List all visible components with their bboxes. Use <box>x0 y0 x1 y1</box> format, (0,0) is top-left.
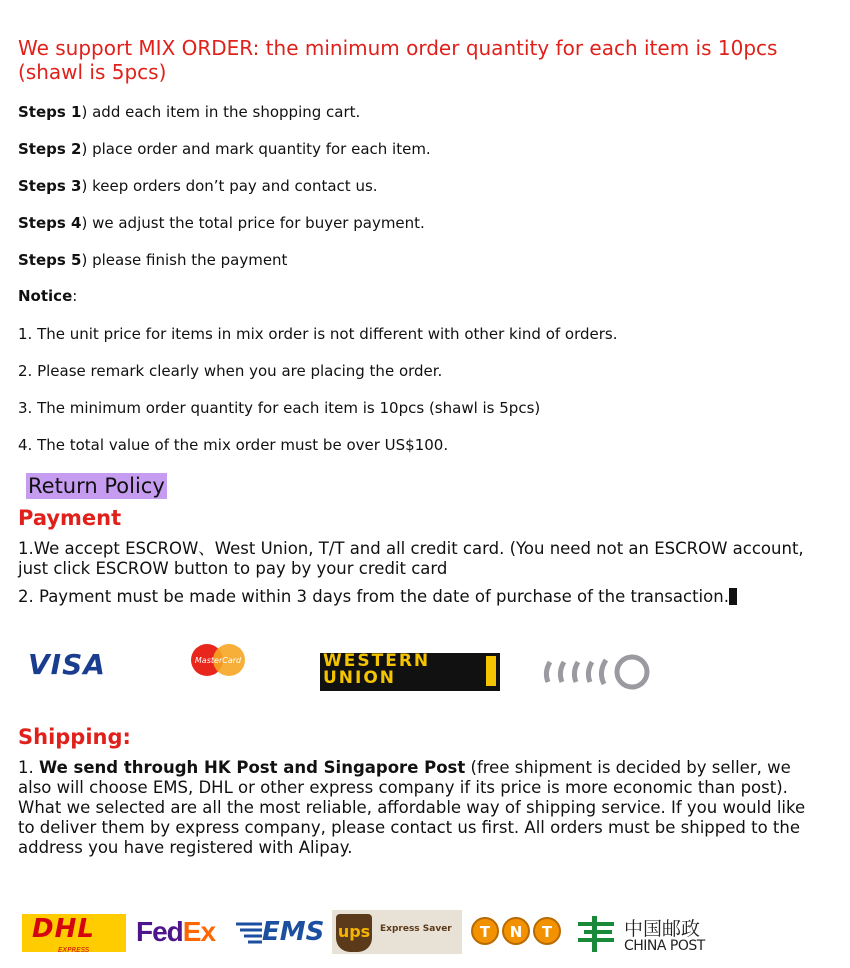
china-post-chinese: 中国邮政 <box>624 918 701 940</box>
notice-label: Notice <box>18 287 73 305</box>
step-2 <box>18 140 431 158</box>
notice-item: 3. The minimum order quantity for each item is 10pcs (shawl is 5pcs) <box>18 399 541 417</box>
tnt-letter-3: T <box>541 923 553 941</box>
shipping-rest: (free shipment is decided by seller, we also will choose EMS, DHL or other express company if its price is more economic than post). What we selected are all the most reliable, affordable way of shipping service. If you would like to deliver them by express company, please contact us first. All orders must be shipped to the address you have registered with Alipay. <box>18 758 806 857</box>
western-union-line-1: WESTERN <box>323 651 431 671</box>
china-post-logo <box>574 914 705 958</box>
notice-item: 2. Please remark clearly when you are placing the order. <box>18 362 443 380</box>
step-5 <box>18 251 287 269</box>
waves-icon <box>540 652 652 692</box>
payment-paragraph-1: 1.We accept ESCROW、West Union, T/T and all credit card. (You need not an ESCROW account, just click ESCROW button to pay by your credit card <box>18 539 804 578</box>
text-cursor <box>729 588 737 605</box>
dhl-sub: EXPRESS <box>58 946 90 954</box>
step-label: Steps 2 <box>18 140 82 158</box>
ups-logo <box>332 910 462 954</box>
shipping-paragraph <box>18 758 808 858</box>
step-label: Steps 3 <box>18 177 82 195</box>
step-text: ) place order and mark quantity for each item. <box>81 140 431 158</box>
step-label: Steps 5 <box>18 251 82 269</box>
carrier-logos <box>22 908 732 956</box>
step-text: ) we adjust the total price for buyer payment. <box>81 214 425 232</box>
shipping-bold: We send through HK Post and Singapore Post <box>39 758 466 777</box>
western-union-logo <box>320 653 500 691</box>
step-text: ) add each item in the shopping cart. <box>81 103 361 121</box>
step-3 <box>18 177 378 195</box>
payment-heading: Payment <box>18 506 122 530</box>
mix-order-headline: We support MIX ORDER: the minimum order quantity for each item is 10pcs (shawl is 5pcs) <box>18 36 778 84</box>
mastercard-text: MasterCard <box>194 656 242 665</box>
visa-logo: VISA <box>28 648 106 681</box>
payment-paragraph-2 <box>18 587 818 607</box>
tnt-letters <box>470 916 562 946</box>
tnt-letter-2: N <box>509 923 523 941</box>
shipping-heading: Shipping: <box>18 725 131 749</box>
notice-item: 4. The total value of the mix order must be over US$100. <box>18 436 449 454</box>
notice-heading <box>18 287 77 305</box>
step-1 <box>18 103 360 121</box>
step-label: Steps 4 <box>18 214 82 232</box>
dhl-text: DHL <box>32 914 95 944</box>
mastercard-circles-icon <box>185 642 251 678</box>
western-union-mark-icon <box>486 656 496 686</box>
china-post-emblem-icon <box>574 914 618 954</box>
step-label: Steps 1 <box>18 103 82 121</box>
notice-colon: : <box>72 287 78 305</box>
mastercard-logo <box>185 642 251 678</box>
western-union-line-2: UNION <box>323 668 397 688</box>
generic-card-logo <box>540 652 652 696</box>
step-text: ) please finish the payment <box>81 251 288 269</box>
fedex-ex: Ex <box>182 916 216 947</box>
fedex-fe: Fed <box>136 916 183 947</box>
ems-text: EMS <box>262 917 325 947</box>
ems-wing-icon <box>234 918 264 946</box>
ups-express-saver: Express Saver <box>380 924 452 934</box>
shipping-prefix: 1. <box>18 758 39 777</box>
ups-shield-icon: ups <box>336 914 372 952</box>
tnt-logo <box>470 916 562 946</box>
dhl-logo <box>22 914 126 952</box>
return-policy-link[interactable]: Return Policy <box>28 474 165 498</box>
china-post-english: CHINA POST <box>624 938 705 954</box>
payment-paragraph-2-text: 2. Payment must be made within 3 days from the date of purchase of the transaction. <box>18 587 729 606</box>
step-text: ) keep orders don’t pay and contact us. <box>81 177 378 195</box>
ems-logo <box>234 918 326 946</box>
fedex-logo <box>136 916 215 948</box>
tnt-letter-1: T <box>479 923 491 941</box>
notice-item: 1. The unit price for items in mix order is not different with other kind of orders. <box>18 325 618 343</box>
step-4 <box>18 214 425 232</box>
